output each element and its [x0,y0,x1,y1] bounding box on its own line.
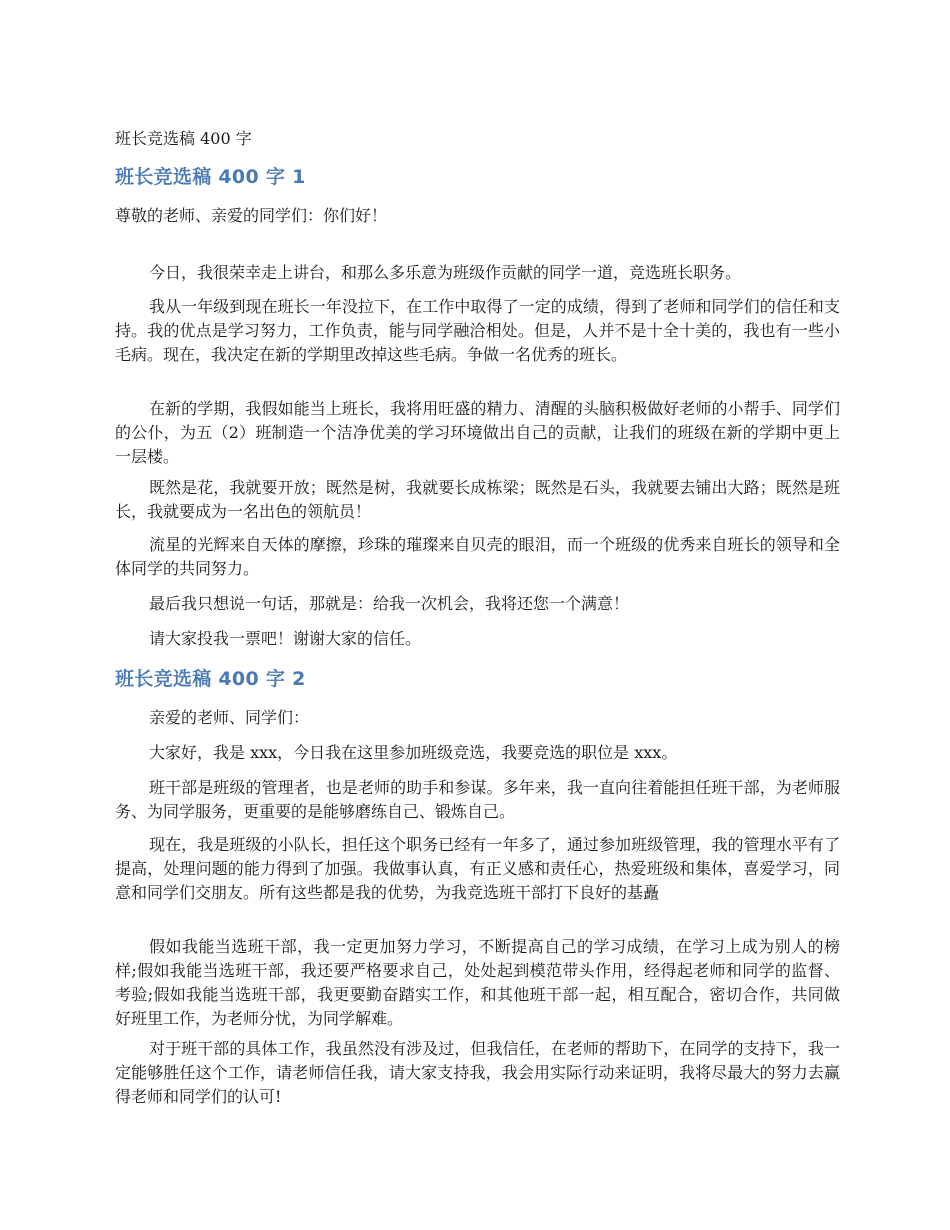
section-heading-2: 班长竞选稿 400 字 2 [115,668,306,690]
body-paragraph: 请大家投我一票吧！谢谢大家的信任。 [149,629,422,648]
body-paragraph: 我从一年级到现在班长一年没拉下，在工作中取得了一定的成绩，得到了老师和同学们的信任和支持。我的优点是学习努力，工作负责，能与同学融洽相处。但是，人并不是十全十美的，我也有一些小毛病。现在，我决定在新的学期里改掉这些毛病。争做一名优秀的班长。 [115,297,840,364]
body-paragraph: 最后我只想说一句话，那就是：给我一次机会，我将还您一个满意！ [149,594,630,613]
body-paragraph: 假如我能当选班干部，我一定更加努力学习，不断提高自己的学习成绩，在学习上成为别人的榜样;假如我能当选班干部，我还要严格要求自己，处处起到模范带头作用，经得起老师和同学的监督、考验;假如我能当选班干部，我更要勤奋踏实工作，和其他班干部一起，相互配合，密切合作，共同做好班里工作，为老师分忧，为同学解难。 [115,937,840,1028]
greeting-paragraph: 尊敬的老师、亲爱的同学们：你们好！ [115,206,388,225]
document-title: 班长竞选稿 400 字 [115,129,252,148]
body-paragraph: 既然是花，我就要开放；既然是树，我就要长成栋梁；既然是石头，我就要去铺出大路；既然是班长，我就要成为一名出色的领航员！ [115,478,840,521]
body-paragraph: 大家好，我是 xxx，今日我在这里参加班级竞选，我要竞选的职位是 xxx。 [149,743,678,762]
body-paragraph: 流星的光辉来自天体的摩擦，珍珠的璀璨来自贝壳的眼泪，而一个班级的优秀来自班长的领导和全体同学的共同努力。 [115,535,840,578]
body-paragraph: 今日，我很荣幸走上讲台，和那么多乐意为班级作贡献的同学一道，竞选班长职务。 [149,263,742,282]
body-paragraph: 班干部是班级的管理者，也是老师的助手和参谋。多年来，我一直向往着能担任班干部，为老师服务、为同学服务，更重要的是能够磨练自己、锻炼自己。 [115,778,840,821]
body-paragraph: 在新的学期，我假如能当上班长，我将用旺盛的精力、清醒的头脑积极做好老师的小帮手、同学们的公仆，为五（2）班制造一个洁净优美的学习环境做出自己的贡献，让我们的班级在新的学期中更上一层楼。 [115,399,840,466]
section-heading-1: 班长竞选稿 400 字 1 [115,166,306,188]
greeting-paragraph: 亲爱的老师、同学们： [149,708,310,727]
body-paragraph: 对于班干部的具体工作，我虽然没有涉及过，但我信任，在老师的帮助下，在同学的支持下，我一定能够胜任这个工作，请老师信任我，请大家支持我，我会用实际行动来证明，我将尽最大的努力去赢得老师和同学们的认可! [115,1039,840,1106]
body-paragraph: 现在，我是班级的小队长，担任这个职务已经有一年多了，通过参加班级管理，我的管理水平有了提高，处理问题的能力得到了加强。我做事认真，有正义感和责任心，热爱班级和集体，喜爱学习，同意和同学们交朋友。所有这些都是我的优势，为我竞选班干部打下良好的基矗 [115,835,840,902]
